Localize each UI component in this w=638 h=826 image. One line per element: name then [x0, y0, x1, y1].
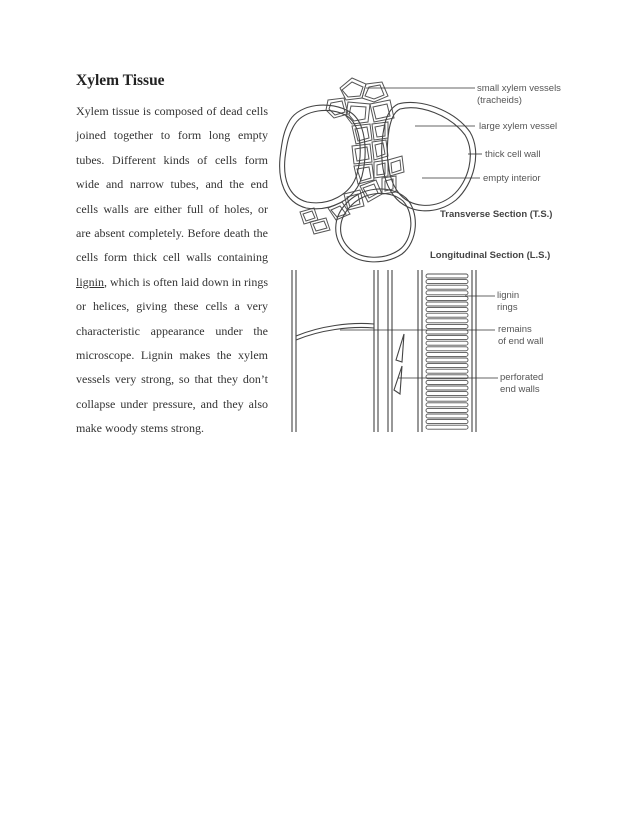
ls-pointer-lines: [340, 296, 498, 378]
lignin-ring: [426, 358, 468, 362]
lignin-ring: [426, 274, 468, 278]
ts-section-title: Transverse Section (T.S.): [440, 209, 553, 220]
lignin-ring: [426, 425, 468, 429]
label-large-vessel: large xylem vessel: [479, 121, 558, 132]
lignin-ring: [426, 291, 468, 295]
page-title: Xylem Tissue: [76, 72, 165, 89]
lignin-ring: [426, 364, 468, 368]
lignin-ring: [426, 347, 468, 351]
lignin-ring: [426, 308, 468, 312]
lignin-ring: [426, 420, 468, 424]
paragraph-text-start: Xylem tissue is composed of dead cells joined together to form long empty tubes. Different kinds of cells form wide and narrow tubes, and the end cells walls are either full of holes, or are absent completely. Before death the cells form thick cell walls containing: [76, 104, 268, 265]
lignin-term: lignin: [76, 274, 105, 289]
lignin-ring: [426, 352, 468, 356]
lignin-ring: [426, 341, 468, 345]
label-remains: remains: [498, 324, 532, 335]
lignin-ring: [426, 369, 468, 373]
label-empty-interior: empty interior: [483, 173, 541, 184]
label-perforated: perforated: [500, 372, 544, 383]
lignin-ring: [426, 414, 468, 418]
lignin-ring: [426, 336, 468, 340]
lignin-ring: [426, 386, 468, 390]
end-wall-remains: [296, 324, 374, 341]
lignin-ring: [426, 296, 468, 300]
lignin-ring: [426, 330, 468, 334]
lignin-ring: [426, 319, 468, 323]
lignin-ring: [426, 392, 468, 396]
lignin-ring: [426, 324, 468, 328]
transverse-section-drawing: [280, 78, 482, 262]
label-small-vessels: small xylem vessels: [477, 83, 561, 94]
paragraph-text-end: , which is often laid down in rings or helices, giving these cells a very characteristic appearance under the microscope. Lignin makes the xylem vessels very strong, so that they don’t collapse under pressure, and they also make woody stems strong.: [76, 274, 268, 436]
tracheid-cells: [300, 78, 404, 234]
lignin-ring: [426, 280, 468, 284]
lignin-rings: [426, 274, 468, 429]
longitudinal-section-drawing: [292, 270, 498, 432]
lignin-ring: [426, 380, 468, 384]
lignin-ring: [426, 403, 468, 407]
label-of-end-wall: of end wall: [498, 336, 544, 347]
label-rings: rings: [497, 302, 518, 313]
ls-section-title: Longitudinal Section (L.S.): [430, 250, 551, 261]
label-end-walls: end walls: [500, 384, 540, 395]
body-paragraph: [76, 99, 268, 441]
label-tracheids: (tracheids): [477, 95, 522, 106]
label-thick-wall: thick cell wall: [485, 149, 541, 160]
xylem-diagram: [270, 60, 580, 440]
lignin-ring: [426, 302, 468, 306]
lignin-ring: [426, 397, 468, 401]
lignin-ring: [426, 408, 468, 412]
perforated-end-wall: [394, 334, 404, 394]
lignin-ring: [426, 313, 468, 317]
label-lignin: lignin: [497, 290, 520, 301]
lignin-ring: [426, 285, 468, 289]
